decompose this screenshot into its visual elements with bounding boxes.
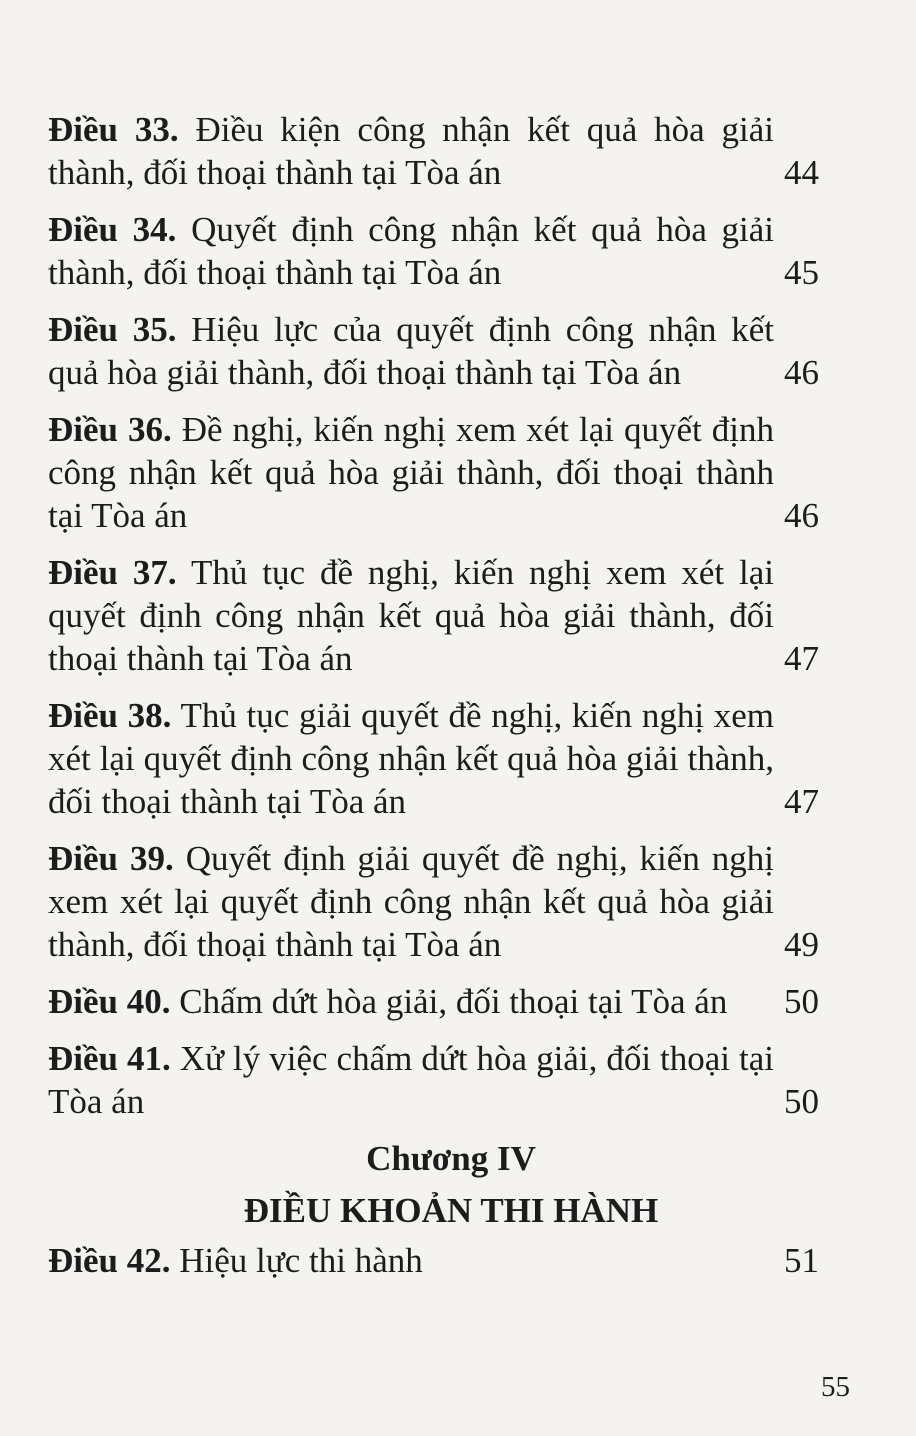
chapter-heading: Chương IV bbox=[366, 1139, 536, 1178]
toc-entry-dieu-35 bbox=[48, 308, 854, 394]
page-ref: 45 bbox=[784, 253, 819, 292]
chapter-title: ĐIỀU KHOẢN THI HÀNH bbox=[243, 1191, 659, 1230]
toc-entry-dieu-34 bbox=[48, 208, 854, 294]
toc-entry-dieu-38 bbox=[48, 694, 854, 823]
page-ref: 51 bbox=[784, 1241, 819, 1280]
article-title: Đề nghị, kiến nghị xem xét lại quyết định công nhận kết quả hòa giải thành, đối thoại thành tại Tòa án bbox=[48, 410, 774, 535]
article-label: Điều 40. bbox=[48, 982, 171, 1021]
page-ref: 44 bbox=[784, 153, 819, 192]
article-title: Hiệu lực thi hành bbox=[179, 1241, 423, 1280]
toc-entry-dieu-42 bbox=[48, 1239, 854, 1282]
article-title: Thủ tục giải quyết đề nghị, kiến nghị xem xét lại quyết định công nhận kết quả hòa giải thành, đối thoại thành tại Tòa án bbox=[48, 696, 775, 821]
page-ref: 50 bbox=[784, 982, 819, 1021]
toc-entry-dieu-39 bbox=[48, 837, 854, 966]
page-ref: 49 bbox=[784, 925, 819, 964]
page-number: 55 bbox=[821, 1371, 850, 1403]
toc-entry-dieu-41 bbox=[48, 1037, 854, 1123]
article-title: Điều kiện công nhận kết quả hòa giải thành, đối thoại thành tại Tòa án bbox=[48, 110, 774, 192]
page-ref: 46 bbox=[784, 353, 819, 392]
article-label: Điều 35. bbox=[48, 310, 177, 349]
article-label: Điều 38. bbox=[48, 696, 172, 735]
page-ref: 47 bbox=[784, 639, 819, 678]
article-title: Hiệu lực của quyết định công nhận kết quả hòa giải thành, đối thoại thành tại Tòa án bbox=[48, 310, 774, 392]
table-of-contents bbox=[48, 108, 854, 1296]
article-title: Chấm dứt hòa giải, đối thoại tại Tòa án bbox=[179, 982, 728, 1021]
toc-entry-dieu-40 bbox=[48, 980, 854, 1023]
toc-entry-dieu-33 bbox=[48, 108, 854, 194]
article-title: Quyết định công nhận kết quả hòa giải thành, đối thoại thành tại Tòa án bbox=[48, 210, 775, 292]
page-ref: 47 bbox=[784, 782, 819, 821]
article-title: Xử lý việc chấm dứt hòa giải, đối thoại tại Tòa án bbox=[48, 1039, 775, 1121]
article-title: Quyết định giải quyết đề nghị, kiến nghị xem xét lại quyết định công nhận kết quả hòa giải thành, đối thoại thành tại Tòa án bbox=[48, 839, 775, 964]
article-label: Điều 39. bbox=[48, 839, 174, 878]
article-label: Điều 37. bbox=[48, 553, 177, 592]
page-ref: 50 bbox=[784, 1082, 819, 1121]
article-label: Điều 42. bbox=[48, 1241, 171, 1280]
article-label: Điều 41. bbox=[48, 1039, 171, 1078]
toc-entry-dieu-36 bbox=[48, 408, 854, 537]
article-title: Thủ tục đề nghị, kiến nghị xem xét lại quyết định công nhận kết quả hòa giải thành, đối thoại thành tại Tòa án bbox=[48, 553, 775, 678]
article-label: Điều 34. bbox=[48, 210, 177, 249]
article-label: Điều 36. bbox=[48, 410, 172, 449]
page-ref: 46 bbox=[784, 496, 819, 535]
toc-entry-dieu-37 bbox=[48, 551, 854, 680]
article-label: Điều 33. bbox=[48, 110, 179, 149]
